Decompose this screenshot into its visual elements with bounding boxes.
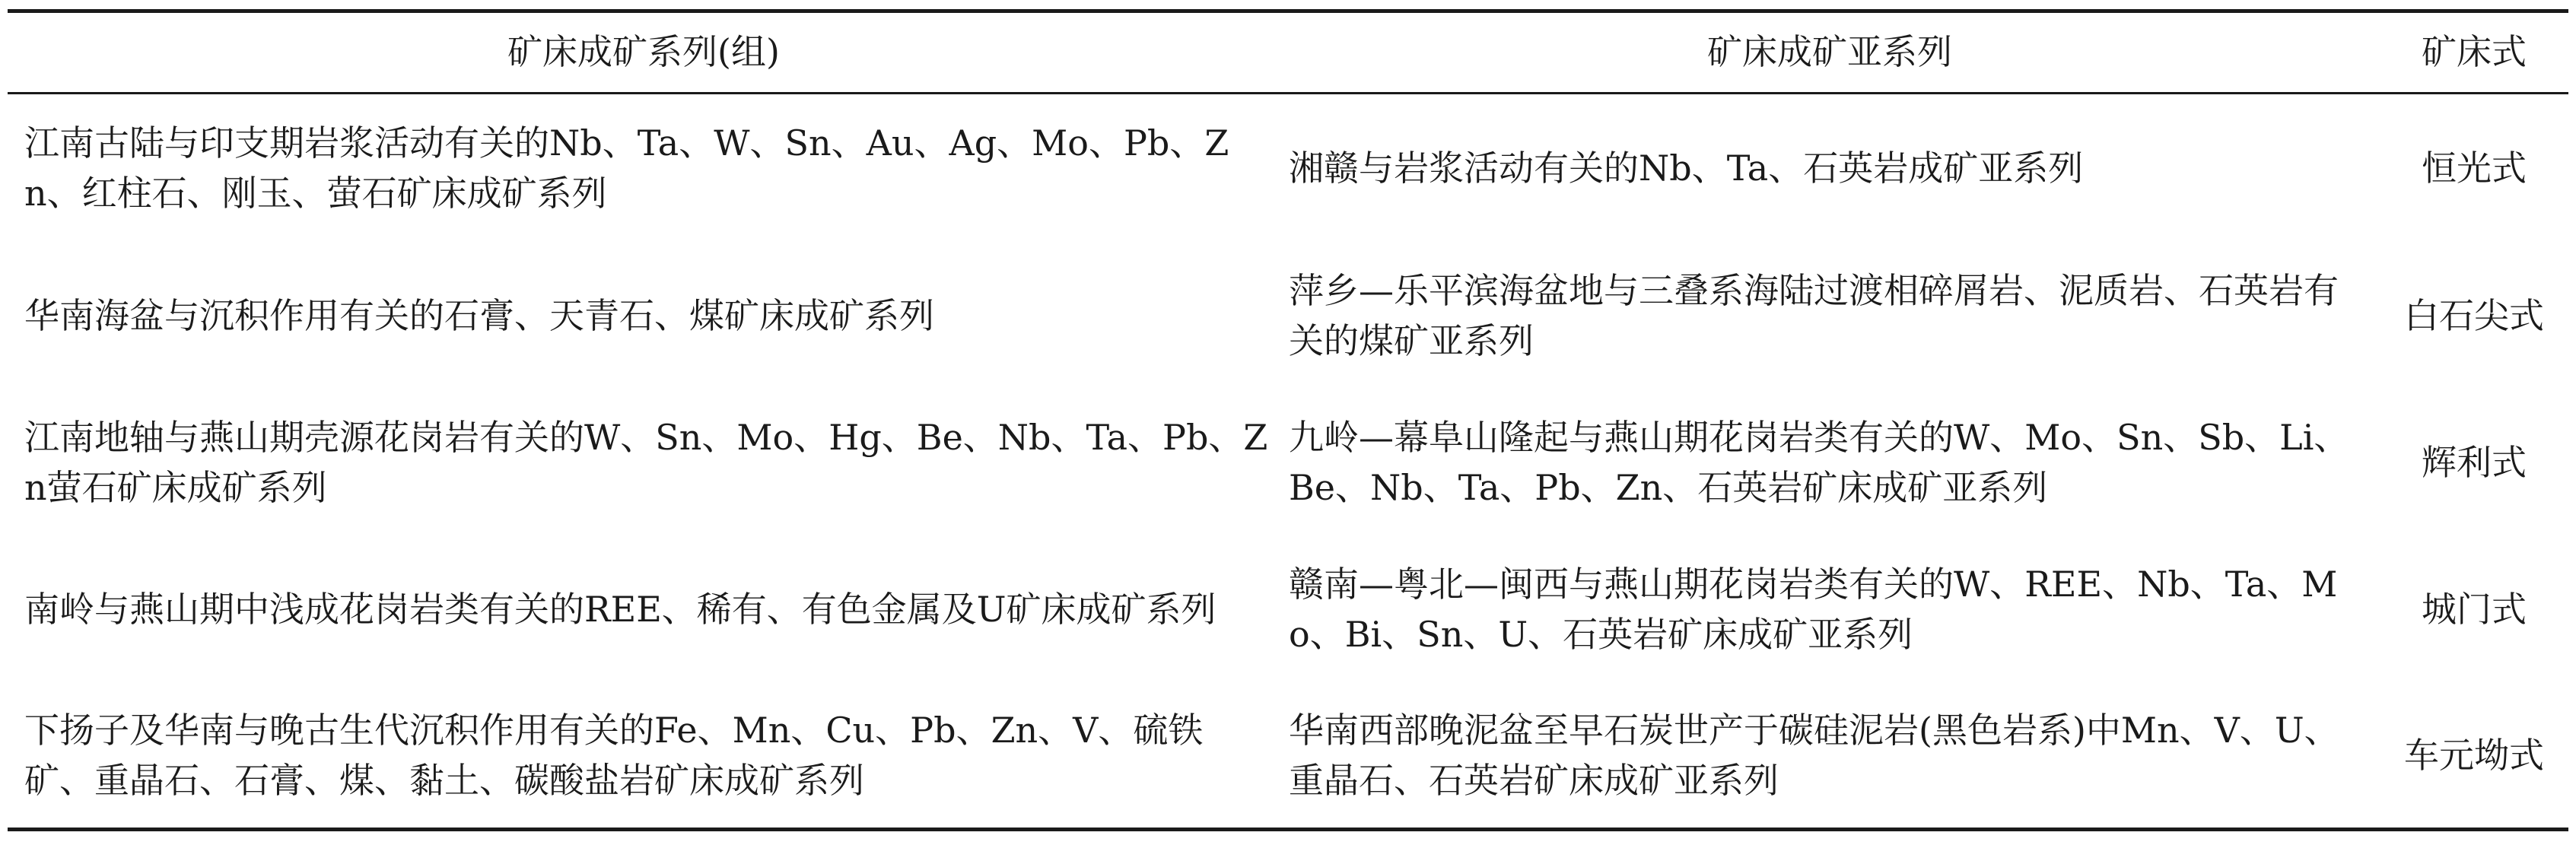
cell-subseries: 湘赣与岩浆活动有关的Nb、Ta、石英岩成矿亚系列 (1289, 148, 2084, 189)
cell-subseries: 华南西部晚泥盆至早石炭世产于碳硅泥岩(黑色岩系)中Mn、V、U、重晶石、石英岩矿床成矿亚系列 (1280, 683, 2380, 830)
header-series: 矿床成矿系列(组) (8, 11, 1280, 94)
cell-series: 江南古陆与印支期岩浆活动有关的Nb、Ta、W、Sn、Au、Ag、Mo、Pb、Zn、红柱石、刚玉、萤石矿床成矿系列 (24, 122, 1229, 214)
table-row (8, 389, 2568, 536)
mineral-series-table-container (8, 9, 2568, 831)
header-deposit-style: 矿床式 (2380, 11, 2568, 94)
cell-subseries: 赣南—粤北—闽西与燕山期花岗岩类有关的W、REE、Nb、Ta、Mo、Bi、Sn、U、石英岩矿床成矿亚系列 (1289, 564, 2338, 655)
cell-series: 江南地轴与燕山期壳源花岗岩有关的W、Sn、Mo、Hg、Be、Nb、Ta、Pb、Zn萤石矿床成矿系列 (24, 417, 1268, 508)
table-row (8, 243, 2568, 389)
cell-deposit-style: 辉利式 (2422, 442, 2527, 483)
cell-subseries: 萍乡—乐平滨海盆地与三叠系海陆过渡相碎屑岩、泥质岩、石英岩有关的煤矿亚系列 (1289, 270, 2339, 361)
cell-subseries: 九岭—幕阜山隆起与燕山期花岗岩类有关的W、Mo、Sn、Sb、Li、Be、Nb、Ta、Pb、Zn、石英岩矿床成矿亚系列 (1289, 417, 2349, 508)
cell-series: 下扬子及华南与晚古生代沉积作用有关的Fe、Mn、Cu、Pb、Zn、V、硫铁矿、重晶石、石膏、煤、黏土、碳酸盐岩矿床成矿系列 (8, 683, 1280, 830)
header-row (8, 11, 2568, 94)
table-body (8, 94, 2568, 830)
mineral-series-table (8, 9, 2568, 831)
header-subseries: 矿床成矿亚系列 (1280, 11, 2380, 94)
cell-series: 南岭与燕山期中浅成花岗岩类有关的REE、稀有、有色金属及U矿床成矿系列 (24, 589, 1216, 630)
cell-deposit-style: 恒光式 (2422, 148, 2527, 189)
cell-deposit-style: 车元坳式 (2380, 683, 2568, 830)
table-row (8, 683, 2568, 830)
table-row (8, 536, 2568, 683)
table-header (8, 11, 2568, 94)
cell-deposit-style: 白石尖式 (2404, 295, 2544, 336)
cell-deposit-style: 城门式 (2422, 589, 2527, 630)
table-row (8, 94, 2568, 243)
cell-series: 华南海盆与沉积作用有关的石膏、天青石、煤矿床成矿系列 (24, 295, 934, 336)
